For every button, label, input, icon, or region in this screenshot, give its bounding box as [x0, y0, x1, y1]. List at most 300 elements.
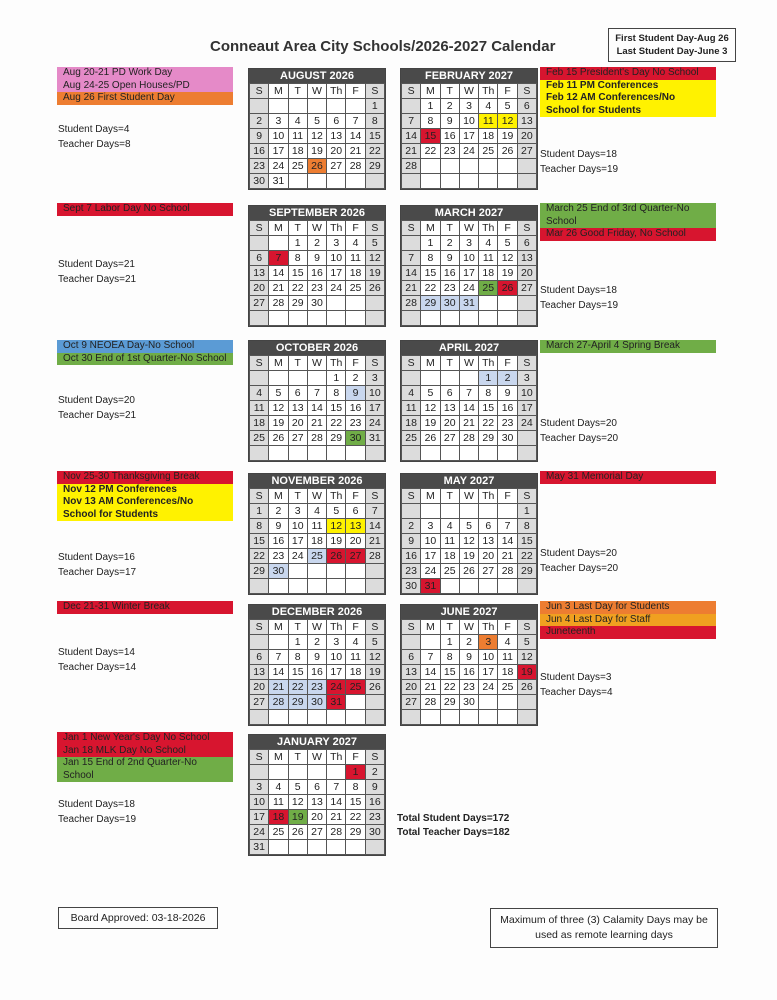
- day-cell[interactable]: 20: [250, 281, 269, 296]
- day-cell[interactable]: 21: [421, 680, 440, 695]
- day-cell[interactable]: [307, 446, 326, 461]
- day-cell[interactable]: 24: [459, 144, 478, 159]
- day-cell[interactable]: [498, 174, 517, 189]
- day-cell[interactable]: 28: [346, 159, 365, 174]
- day-cell[interactable]: 26: [269, 431, 288, 446]
- day-cell[interactable]: [440, 311, 459, 326]
- day-cell[interactable]: 30: [307, 695, 326, 710]
- day-cell[interactable]: 18: [440, 549, 459, 564]
- day-cell[interactable]: [288, 371, 307, 386]
- day-cell[interactable]: [288, 446, 307, 461]
- day-cell[interactable]: 18: [498, 665, 517, 680]
- day-cell[interactable]: 15: [250, 534, 269, 549]
- day-cell[interactable]: 3: [250, 780, 269, 795]
- day-cell[interactable]: [421, 710, 440, 725]
- day-cell[interactable]: 20: [346, 534, 365, 549]
- day-cell[interactable]: [307, 99, 326, 114]
- day-cell[interactable]: [288, 840, 307, 855]
- day-cell[interactable]: 8: [479, 386, 498, 401]
- day-cell[interactable]: 31: [269, 174, 288, 189]
- day-cell[interactable]: 20: [440, 416, 459, 431]
- day-cell[interactable]: [307, 311, 326, 326]
- day-cell[interactable]: 21: [269, 281, 288, 296]
- day-cell[interactable]: 26: [365, 281, 384, 296]
- day-cell[interactable]: [327, 311, 346, 326]
- day-cell[interactable]: [479, 695, 498, 710]
- day-cell[interactable]: [346, 564, 365, 579]
- day-cell[interactable]: [479, 504, 498, 519]
- day-cell[interactable]: 13: [517, 251, 536, 266]
- day-cell[interactable]: [307, 564, 326, 579]
- day-cell[interactable]: 24: [269, 159, 288, 174]
- day-cell[interactable]: 1: [250, 504, 269, 519]
- day-cell[interactable]: [327, 446, 346, 461]
- day-cell[interactable]: [402, 311, 421, 326]
- day-cell[interactable]: 30: [459, 695, 478, 710]
- day-cell[interactable]: [402, 504, 421, 519]
- day-cell[interactable]: 6: [288, 386, 307, 401]
- day-cell[interactable]: 28: [498, 564, 517, 579]
- day-cell[interactable]: 13: [517, 114, 536, 129]
- day-cell[interactable]: 12: [517, 650, 536, 665]
- day-cell[interactable]: [440, 446, 459, 461]
- day-cell[interactable]: 6: [402, 650, 421, 665]
- day-cell[interactable]: 6: [479, 519, 498, 534]
- day-cell[interactable]: 9: [440, 114, 459, 129]
- day-cell[interactable]: 14: [365, 519, 384, 534]
- day-cell[interactable]: 15: [327, 401, 346, 416]
- day-cell[interactable]: 3: [459, 236, 478, 251]
- day-cell[interactable]: [421, 504, 440, 519]
- day-cell[interactable]: 28: [402, 296, 421, 311]
- day-cell[interactable]: 5: [365, 236, 384, 251]
- day-cell[interactable]: 5: [365, 635, 384, 650]
- day-cell[interactable]: 1: [346, 765, 365, 780]
- day-cell[interactable]: 29: [346, 825, 365, 840]
- day-cell[interactable]: [479, 174, 498, 189]
- day-cell[interactable]: 27: [517, 281, 536, 296]
- day-cell[interactable]: 9: [307, 251, 326, 266]
- day-cell[interactable]: [250, 446, 269, 461]
- day-cell[interactable]: 20: [402, 680, 421, 695]
- day-cell[interactable]: 13: [250, 266, 269, 281]
- day-cell[interactable]: 11: [479, 114, 498, 129]
- day-cell[interactable]: 6: [307, 780, 326, 795]
- day-cell[interactable]: 6: [327, 114, 346, 129]
- day-cell[interactable]: [421, 174, 440, 189]
- day-cell[interactable]: [288, 765, 307, 780]
- day-cell[interactable]: 2: [440, 99, 459, 114]
- day-cell[interactable]: 26: [365, 680, 384, 695]
- day-cell[interactable]: 25: [479, 144, 498, 159]
- day-cell[interactable]: 4: [479, 236, 498, 251]
- day-cell[interactable]: [250, 710, 269, 725]
- day-cell[interactable]: 13: [327, 129, 346, 144]
- day-cell[interactable]: 24: [517, 416, 536, 431]
- day-cell[interactable]: 23: [440, 281, 459, 296]
- day-cell[interactable]: 4: [440, 519, 459, 534]
- day-cell[interactable]: 15: [421, 129, 440, 144]
- day-cell[interactable]: [269, 765, 288, 780]
- day-cell[interactable]: 30: [346, 431, 365, 446]
- day-cell[interactable]: 4: [269, 780, 288, 795]
- day-cell[interactable]: 19: [269, 416, 288, 431]
- day-cell[interactable]: [498, 159, 517, 174]
- day-cell[interactable]: [498, 446, 517, 461]
- day-cell[interactable]: [459, 579, 478, 594]
- day-cell[interactable]: 27: [250, 695, 269, 710]
- day-cell[interactable]: 7: [269, 251, 288, 266]
- day-cell[interactable]: 18: [479, 266, 498, 281]
- day-cell[interactable]: [440, 710, 459, 725]
- day-cell[interactable]: 5: [269, 386, 288, 401]
- day-cell[interactable]: 13: [402, 665, 421, 680]
- day-cell[interactable]: 21: [307, 416, 326, 431]
- day-cell[interactable]: 2: [307, 635, 326, 650]
- day-cell[interactable]: 16: [307, 266, 326, 281]
- day-cell[interactable]: 11: [479, 251, 498, 266]
- day-cell[interactable]: [459, 371, 478, 386]
- day-cell[interactable]: 7: [421, 650, 440, 665]
- day-cell[interactable]: 24: [288, 549, 307, 564]
- day-cell[interactable]: 6: [250, 650, 269, 665]
- day-cell[interactable]: 7: [402, 114, 421, 129]
- day-cell[interactable]: 7: [365, 504, 384, 519]
- day-cell[interactable]: 5: [421, 386, 440, 401]
- day-cell[interactable]: 13: [346, 519, 365, 534]
- day-cell[interactable]: 18: [402, 416, 421, 431]
- day-cell[interactable]: 2: [402, 519, 421, 534]
- day-cell[interactable]: 31: [421, 579, 440, 594]
- day-cell[interactable]: [498, 296, 517, 311]
- day-cell[interactable]: 16: [307, 665, 326, 680]
- day-cell[interactable]: [346, 710, 365, 725]
- day-cell[interactable]: 8: [288, 251, 307, 266]
- day-cell[interactable]: 20: [327, 144, 346, 159]
- day-cell[interactable]: 14: [459, 401, 478, 416]
- day-cell[interactable]: [365, 296, 384, 311]
- day-cell[interactable]: [346, 174, 365, 189]
- day-cell[interactable]: 4: [498, 635, 517, 650]
- day-cell[interactable]: 17: [479, 665, 498, 680]
- day-cell[interactable]: 28: [402, 159, 421, 174]
- day-cell[interactable]: 22: [327, 416, 346, 431]
- day-cell[interactable]: 15: [288, 266, 307, 281]
- day-cell[interactable]: [327, 765, 346, 780]
- day-cell[interactable]: 10: [327, 650, 346, 665]
- day-cell[interactable]: [440, 159, 459, 174]
- day-cell[interactable]: 1: [288, 635, 307, 650]
- day-cell[interactable]: [346, 695, 365, 710]
- day-cell[interactable]: 28: [307, 431, 326, 446]
- day-cell[interactable]: 2: [440, 236, 459, 251]
- day-cell[interactable]: 1: [327, 371, 346, 386]
- day-cell[interactable]: 27: [440, 431, 459, 446]
- day-cell[interactable]: 25: [498, 680, 517, 695]
- day-cell[interactable]: 20: [250, 680, 269, 695]
- day-cell[interactable]: [479, 296, 498, 311]
- day-cell[interactable]: 10: [250, 795, 269, 810]
- day-cell[interactable]: 3: [459, 99, 478, 114]
- day-cell[interactable]: 20: [479, 549, 498, 564]
- day-cell[interactable]: 16: [459, 665, 478, 680]
- day-cell[interactable]: 12: [459, 534, 478, 549]
- day-cell[interactable]: [459, 446, 478, 461]
- day-cell[interactable]: 15: [479, 401, 498, 416]
- day-cell[interactable]: [517, 311, 536, 326]
- day-cell[interactable]: 26: [498, 281, 517, 296]
- day-cell[interactable]: [250, 371, 269, 386]
- day-cell[interactable]: 10: [459, 251, 478, 266]
- day-cell[interactable]: [307, 579, 326, 594]
- day-cell[interactable]: [517, 296, 536, 311]
- day-cell[interactable]: 4: [250, 386, 269, 401]
- day-cell[interactable]: [421, 159, 440, 174]
- day-cell[interactable]: 26: [307, 159, 326, 174]
- day-cell[interactable]: 22: [288, 680, 307, 695]
- day-cell[interactable]: 15: [288, 665, 307, 680]
- day-cell[interactable]: [288, 564, 307, 579]
- day-cell[interactable]: [479, 159, 498, 174]
- day-cell[interactable]: 11: [440, 534, 459, 549]
- day-cell[interactable]: 24: [250, 825, 269, 840]
- day-cell[interactable]: [498, 710, 517, 725]
- day-cell[interactable]: 24: [327, 680, 346, 695]
- day-cell[interactable]: 15: [346, 795, 365, 810]
- day-cell[interactable]: 26: [459, 564, 478, 579]
- day-cell[interactable]: 8: [346, 780, 365, 795]
- day-cell[interactable]: 8: [421, 114, 440, 129]
- day-cell[interactable]: [307, 371, 326, 386]
- day-cell[interactable]: 7: [307, 386, 326, 401]
- day-cell[interactable]: [402, 635, 421, 650]
- day-cell[interactable]: 6: [346, 504, 365, 519]
- day-cell[interactable]: 7: [402, 251, 421, 266]
- day-cell[interactable]: [346, 579, 365, 594]
- day-cell[interactable]: 29: [288, 695, 307, 710]
- day-cell[interactable]: 23: [307, 281, 326, 296]
- day-cell[interactable]: 17: [421, 549, 440, 564]
- day-cell[interactable]: 10: [479, 650, 498, 665]
- day-cell[interactable]: [421, 635, 440, 650]
- day-cell[interactable]: 16: [440, 266, 459, 281]
- day-cell[interactable]: [250, 765, 269, 780]
- day-cell[interactable]: [307, 174, 326, 189]
- day-cell[interactable]: 14: [269, 665, 288, 680]
- day-cell[interactable]: 2: [459, 635, 478, 650]
- day-cell[interactable]: [517, 579, 536, 594]
- day-cell[interactable]: 14: [498, 534, 517, 549]
- day-cell[interactable]: 21: [459, 416, 478, 431]
- day-cell[interactable]: [440, 174, 459, 189]
- day-cell[interactable]: [269, 99, 288, 114]
- day-cell[interactable]: [365, 840, 384, 855]
- day-cell[interactable]: 21: [498, 549, 517, 564]
- day-cell[interactable]: 4: [346, 236, 365, 251]
- day-cell[interactable]: 9: [402, 534, 421, 549]
- day-cell[interactable]: [517, 431, 536, 446]
- day-cell[interactable]: [517, 174, 536, 189]
- day-cell[interactable]: 3: [479, 635, 498, 650]
- day-cell[interactable]: 8: [421, 251, 440, 266]
- day-cell[interactable]: [327, 710, 346, 725]
- day-cell[interactable]: 2: [269, 504, 288, 519]
- day-cell[interactable]: 20: [288, 416, 307, 431]
- day-cell[interactable]: 21: [327, 810, 346, 825]
- day-cell[interactable]: 16: [365, 795, 384, 810]
- day-cell[interactable]: 7: [346, 114, 365, 129]
- day-cell[interactable]: 8: [517, 519, 536, 534]
- day-cell[interactable]: 21: [269, 680, 288, 695]
- day-cell[interactable]: 5: [498, 236, 517, 251]
- day-cell[interactable]: 7: [498, 519, 517, 534]
- day-cell[interactable]: [517, 710, 536, 725]
- day-cell[interactable]: [269, 840, 288, 855]
- day-cell[interactable]: 16: [498, 401, 517, 416]
- day-cell[interactable]: 17: [459, 129, 478, 144]
- day-cell[interactable]: [250, 635, 269, 650]
- day-cell[interactable]: 4: [479, 99, 498, 114]
- day-cell[interactable]: 29: [517, 564, 536, 579]
- day-cell[interactable]: 5: [327, 504, 346, 519]
- day-cell[interactable]: 25: [402, 431, 421, 446]
- day-cell[interactable]: 22: [479, 416, 498, 431]
- day-cell[interactable]: [517, 695, 536, 710]
- day-cell[interactable]: 12: [365, 251, 384, 266]
- day-cell[interactable]: [498, 695, 517, 710]
- day-cell[interactable]: 23: [346, 416, 365, 431]
- day-cell[interactable]: 24: [421, 564, 440, 579]
- day-cell[interactable]: 11: [498, 650, 517, 665]
- day-cell[interactable]: [288, 174, 307, 189]
- day-cell[interactable]: 14: [327, 795, 346, 810]
- day-cell[interactable]: 31: [250, 840, 269, 855]
- day-cell[interactable]: 2: [365, 765, 384, 780]
- day-cell[interactable]: 22: [250, 549, 269, 564]
- day-cell[interactable]: 28: [365, 549, 384, 564]
- day-cell[interactable]: 8: [288, 650, 307, 665]
- day-cell[interactable]: 9: [365, 780, 384, 795]
- day-cell[interactable]: 14: [346, 129, 365, 144]
- day-cell[interactable]: 3: [269, 114, 288, 129]
- day-cell[interactable]: 2: [250, 114, 269, 129]
- day-cell[interactable]: 19: [517, 665, 536, 680]
- day-cell[interactable]: 30: [498, 431, 517, 446]
- day-cell[interactable]: [402, 710, 421, 725]
- day-cell[interactable]: 1: [365, 99, 384, 114]
- day-cell[interactable]: 14: [269, 266, 288, 281]
- day-cell[interactable]: 7: [269, 650, 288, 665]
- day-cell[interactable]: 26: [498, 144, 517, 159]
- day-cell[interactable]: 21: [346, 144, 365, 159]
- day-cell[interactable]: 25: [250, 431, 269, 446]
- day-cell[interactable]: 30: [440, 296, 459, 311]
- day-cell[interactable]: 13: [307, 795, 326, 810]
- day-cell[interactable]: 26: [421, 431, 440, 446]
- day-cell[interactable]: 25: [346, 281, 365, 296]
- day-cell[interactable]: [269, 446, 288, 461]
- day-cell[interactable]: [346, 296, 365, 311]
- day-cell[interactable]: [402, 236, 421, 251]
- day-cell[interactable]: 16: [250, 144, 269, 159]
- day-cell[interactable]: 27: [327, 159, 346, 174]
- day-cell[interactable]: 23: [459, 680, 478, 695]
- day-cell[interactable]: 10: [269, 129, 288, 144]
- day-cell[interactable]: 7: [327, 780, 346, 795]
- day-cell[interactable]: 12: [269, 401, 288, 416]
- day-cell[interactable]: 12: [307, 129, 326, 144]
- day-cell[interactable]: 13: [288, 401, 307, 416]
- day-cell[interactable]: 17: [327, 266, 346, 281]
- day-cell[interactable]: [250, 579, 269, 594]
- day-cell[interactable]: [307, 765, 326, 780]
- day-cell[interactable]: 31: [327, 695, 346, 710]
- day-cell[interactable]: [365, 446, 384, 461]
- day-cell[interactable]: 16: [269, 534, 288, 549]
- day-cell[interactable]: 23: [402, 564, 421, 579]
- day-cell[interactable]: [269, 236, 288, 251]
- day-cell[interactable]: 5: [517, 635, 536, 650]
- day-cell[interactable]: 3: [421, 519, 440, 534]
- day-cell[interactable]: [459, 311, 478, 326]
- day-cell[interactable]: 18: [346, 665, 365, 680]
- day-cell[interactable]: 14: [307, 401, 326, 416]
- day-cell[interactable]: 19: [498, 266, 517, 281]
- day-cell[interactable]: 18: [288, 144, 307, 159]
- day-cell[interactable]: [365, 311, 384, 326]
- day-cell[interactable]: [327, 564, 346, 579]
- day-cell[interactable]: 10: [288, 519, 307, 534]
- day-cell[interactable]: [365, 710, 384, 725]
- day-cell[interactable]: 18: [307, 534, 326, 549]
- day-cell[interactable]: 11: [307, 519, 326, 534]
- day-cell[interactable]: 12: [498, 114, 517, 129]
- day-cell[interactable]: 22: [440, 680, 459, 695]
- day-cell[interactable]: [479, 446, 498, 461]
- day-cell[interactable]: [307, 840, 326, 855]
- day-cell[interactable]: 7: [459, 386, 478, 401]
- day-cell[interactable]: [269, 710, 288, 725]
- day-cell[interactable]: 17: [327, 665, 346, 680]
- day-cell[interactable]: 12: [288, 795, 307, 810]
- day-cell[interactable]: 17: [269, 144, 288, 159]
- day-cell[interactable]: 9: [440, 251, 459, 266]
- day-cell[interactable]: 15: [365, 129, 384, 144]
- day-cell[interactable]: 29: [479, 431, 498, 446]
- day-cell[interactable]: 26: [517, 680, 536, 695]
- day-cell[interactable]: 3: [365, 371, 384, 386]
- day-cell[interactable]: [459, 159, 478, 174]
- day-cell[interactable]: 30: [307, 296, 326, 311]
- day-cell[interactable]: 13: [479, 534, 498, 549]
- day-cell[interactable]: [479, 579, 498, 594]
- day-cell[interactable]: [479, 311, 498, 326]
- day-cell[interactable]: 8: [327, 386, 346, 401]
- day-cell[interactable]: 24: [327, 281, 346, 296]
- day-cell[interactable]: [346, 311, 365, 326]
- day-cell[interactable]: 9: [250, 129, 269, 144]
- day-cell[interactable]: 29: [288, 296, 307, 311]
- day-cell[interactable]: [440, 504, 459, 519]
- day-cell[interactable]: [459, 710, 478, 725]
- day-cell[interactable]: 1: [288, 236, 307, 251]
- day-cell[interactable]: [498, 579, 517, 594]
- day-cell[interactable]: 17: [365, 401, 384, 416]
- day-cell[interactable]: 3: [288, 504, 307, 519]
- day-cell[interactable]: [421, 311, 440, 326]
- day-cell[interactable]: 28: [459, 431, 478, 446]
- day-cell[interactable]: [346, 446, 365, 461]
